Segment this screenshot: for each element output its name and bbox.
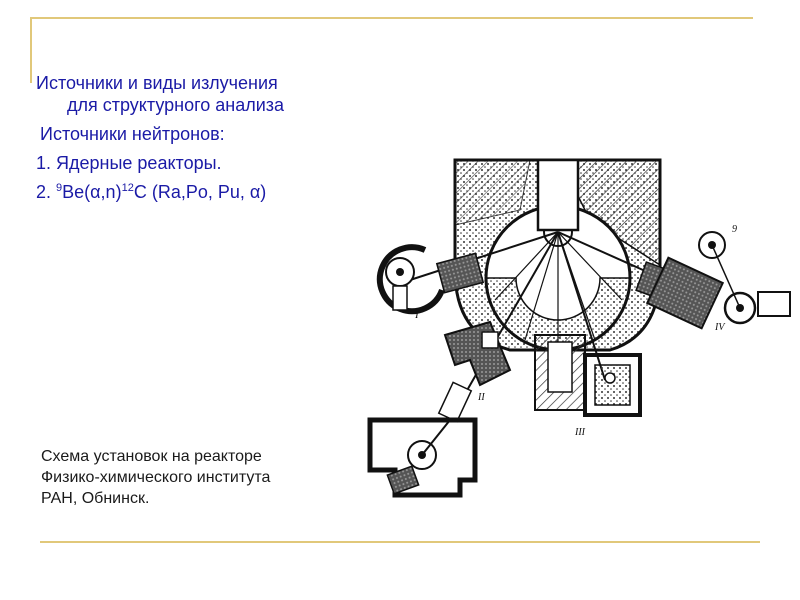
station-one [380, 247, 442, 321]
figure-caption [41, 446, 270, 509]
item2-prefix: 2. [36, 182, 57, 202]
label-station-two: II [478, 392, 485, 403]
subtitle-neutron-sources: Источники нейтронов: [40, 124, 225, 144]
label-station-one: I [415, 309, 419, 321]
reactor-schematic-figure [360, 150, 800, 520]
spectrometer-housing [370, 420, 475, 495]
label-nine: 9 [732, 224, 737, 235]
caption-line-3: РАН, Обнинск. [41, 490, 150, 507]
caption-line-1: Схема установок на реакторе [41, 448, 262, 465]
slide-title-line-1: Источники и виды излучения [36, 73, 278, 93]
slide-title-line-2: для структурного анализа [67, 95, 285, 115]
list-item-beryllium-source [36, 181, 266, 203]
station-four [647, 224, 790, 333]
item2-reaction: Be(α,n) [62, 182, 122, 202]
bottom-rule [40, 541, 760, 543]
label-station-four: IV [715, 322, 725, 333]
label-station-three: III [575, 427, 585, 438]
caption-line-2: Физико-химического института [41, 469, 271, 486]
item2-suffix: C (Ra,Po, Pu, α) [133, 182, 267, 202]
item2-superscript-12: 12 [121, 182, 134, 194]
list-item-reactors: 1. Ядерные реакторы. [36, 153, 222, 173]
item2-superscript-9: 9 [56, 182, 63, 194]
left-rule [30, 17, 32, 83]
top-rule [30, 17, 753, 19]
